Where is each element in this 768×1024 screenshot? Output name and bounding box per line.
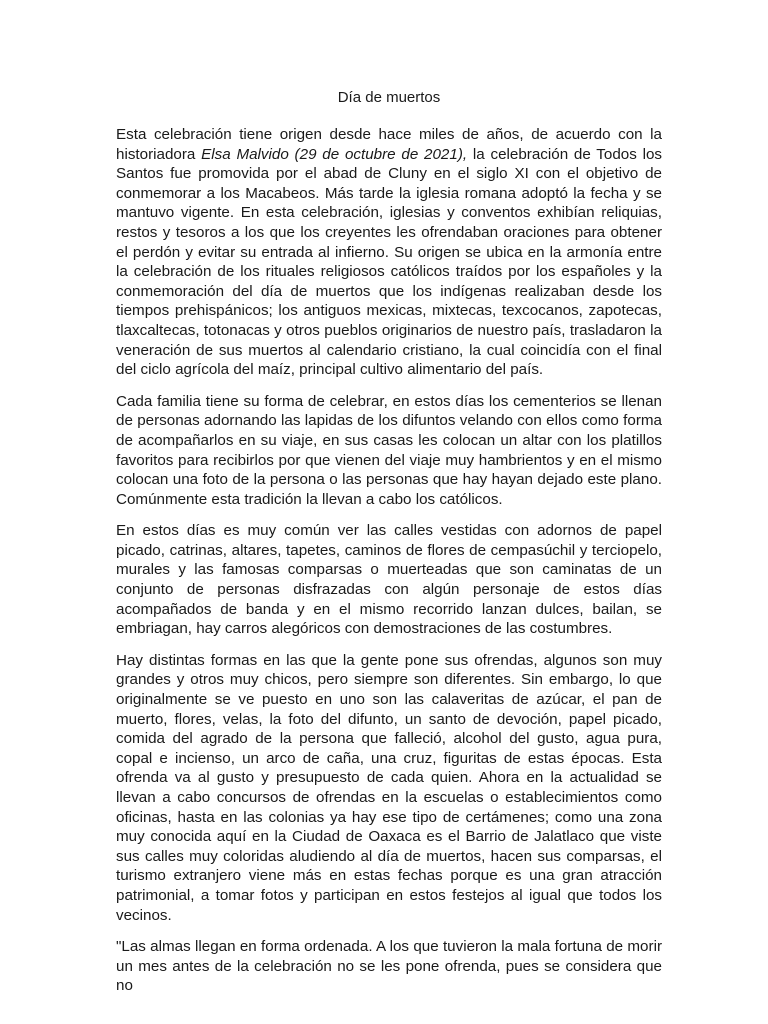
paragraph-origin-text-start: Esta celebración tiene origen desde hace miles de años, de acuerdo con la historiadora [116, 126, 662, 163]
document-title: Día de muertos [337, 89, 441, 106]
paragraph-origin [116, 125, 662, 380]
paragraph-ofrendas: Hay distintas formas en las que la gente pone sus ofrendas, algunos son muy grandes y otros muy chicos, pero siempre son diferentes. Sin embargo, lo que originalmente se ve puesto en uno son las calaveritas de azúcar, el pan de muerto, flores, velas, la foto del difunto, un santo de devoción, papel picado, comida del agrado de la persona que falleció, alcohol del gusto, agua pura, copal e incienso, un arco de caña, una cruz, figuritas de estas épocas. Esta ofrenda va al gusto y presupuesto de cada quien. Ahora en la actualidad se llevan a cabo concursos de ofrendas en la escuelas o establecimientos como oficinas, hasta en las colonias ya hay ese tipo de certámenes; como una zona muy conocida aquí en la Ciudad de Oaxaca es el Barrio de Jalatlaco que viste sus calles muy coloridas aludiendo al día de muertos, hacen sus comparsas, el turismo extranjero viene más en estas fechas porque es una gran atracción patrimonial, a tomar fotos y participan en estos festejos al igual que todos los vecinos. [116, 651, 662, 924]
paragraph-souls-quote: "Las almas llegan en forma ordenada. A los que tuvieron la mala fortuna de morir un mes antes de la celebración no se les pone ofrenda, pues se considera que no [116, 938, 662, 995]
paragraph-streets-decorations: En estos días es muy común ver las calles vestidas con adornos de papel picado, catrinas, altares, tapetes, caminos de flores de cempasúchil y terciopelo, murales y las famosas comparsas o muerteadas que son caminatas de un conjunto de personas disfrazadas con algún personaje de estos días acompañados de banda y en el mismo recorrido lanzan dulces, bailan, se embriagan, hay carros alegóricos con demostraciones de las costumbres. [116, 522, 662, 638]
paragraph-origin-text-end: la celebración de Todos los Santos fue promovida por el abad de Cluny en el siglo XI con el objetivo de conmemorar a los Macabeos. Más tarde la iglesia romana adoptó la fecha y se mantuvo vigente. En esta celebración, iglesias y conventos exhibían reliquias, restos y tesoros a los que los creyentes les ofrendaban oraciones para obtener el perdón y evitar su entrada al infierno. Su origen se ubica en la armonía entre la celebración de los rituales religiosos católicos traídos por los españoles y la conmemoración del día de muertos que los indígenas realizaban desde los tiempos prehispánicos; los antiguos mexicas, mixtecas, texcocanos, zapotecas, tlaxcaltecas, totonacas y otros pueblos originarios de nuestro país, trasladaron la veneración de sus muertos al calendario cristiano, la cual coincidía con el final del ciclo agrícola del maíz, principal cultivo alimentario del país. [116, 145, 663, 379]
paragraph-family-celebration: Cada familia tiene su forma de celebrar, en estos días los cementerios se llenan de personas adornando las lapidas de los difuntos velando con ellos como forma de acompañarlos en su viaje, en sus casas les colocan un altar con los platillos favoritos para recibirlos por que vienen del viaje muy hambrientos y en el mismo colocan una foto de la persona o las personas que hay hayan dejado este plano. Comúnmente esta tradición la llevan a cabo los católicos. [116, 392, 662, 508]
document-page [116, 88, 662, 996]
citation-elsa-malvido: Elsa Malvido (29 de octubre de 2021), [201, 145, 468, 163]
